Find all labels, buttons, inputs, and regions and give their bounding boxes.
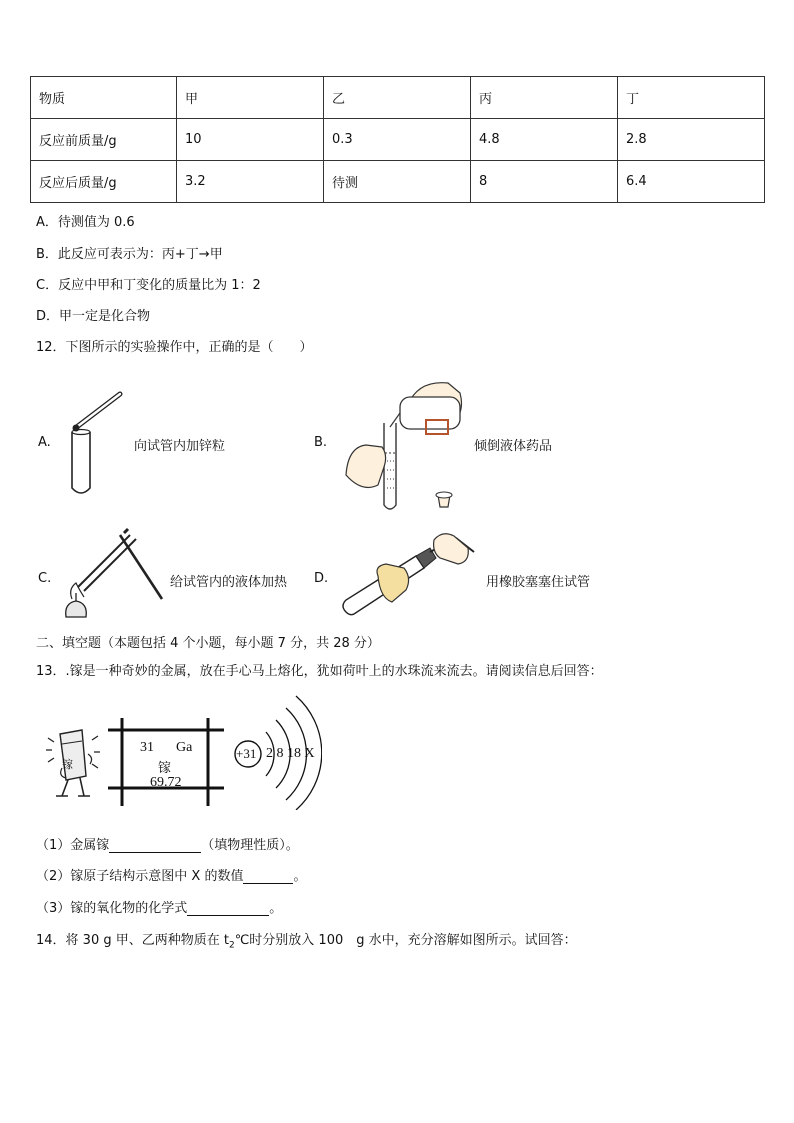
q11-option-b: B．此反应可表示为：丙+丁→甲	[36, 247, 223, 262]
answer-blank[interactable]	[187, 901, 269, 916]
option-c-letter: C.	[38, 571, 52, 586]
table-cell: 2.8	[618, 119, 765, 161]
table-cell: 0.3	[324, 119, 471, 161]
q13-sub-3	[36, 897, 282, 916]
atomic-mass: 69.72	[150, 775, 182, 790]
option-a-letter: A.	[38, 435, 51, 450]
q13-sub-3-text: （3）镓的氧化物的化学式	[36, 901, 188, 916]
rubber-stopper-illustration	[338, 530, 483, 625]
answer-blank[interactable]	[243, 869, 293, 884]
figure-label: 镓	[62, 758, 73, 771]
element-symbol: Ga	[176, 740, 193, 755]
table-cell: 4.8	[471, 119, 618, 161]
section-heading: 二、填空题（本题包括 4 个小题，每小题 7 分，共 28 分）	[36, 636, 380, 651]
option-c-caption: 给试管内的液体加热	[170, 575, 288, 590]
melting-gallium-illustration	[42, 724, 104, 802]
q14-text-end: ℃时分别放入 100 g 水中，充分溶解如图所示。试回答：	[234, 933, 577, 948]
q11-option-c: C．反应中甲和丁变化的质量比为 1：2	[36, 278, 261, 293]
option-b-letter: B.	[314, 435, 328, 450]
option-a-caption: 向试管内加锌粒	[134, 439, 226, 454]
table-row	[31, 161, 765, 203]
table-cell: 待测	[324, 161, 471, 203]
q12-stem: 12．下图所示的实验操作中，正确的是（ ）	[36, 340, 313, 355]
table-row	[31, 119, 765, 161]
table-cell: 10	[177, 119, 324, 161]
table-cell: 丙	[471, 77, 618, 119]
q13-sub-2-text: （2）镓原子结构示意图中 X 的数值	[36, 869, 244, 884]
test-tube-zinc-illustration	[62, 388, 132, 500]
option-d-caption: 用橡胶塞塞住试管	[486, 575, 591, 590]
q13-sub-2-end: 。	[293, 869, 307, 884]
option-b-caption: 倾倒液体药品	[474, 439, 553, 454]
table-cell: 反应后质量/g	[31, 161, 177, 203]
heating-test-tube-illustration	[58, 527, 168, 619]
q14-stem	[36, 929, 577, 951]
mass-table	[30, 76, 765, 203]
q13-sub-3-end: 。	[269, 901, 283, 916]
nucleus-charge: +31	[236, 746, 257, 761]
q13-sub-1	[36, 834, 299, 853]
table-cell: 反应前质量/g	[31, 119, 177, 161]
element-name: 镓	[158, 761, 172, 776]
q13-stem: 13．.镓是一种奇妙的金属，放在手心马上熔化，犹如荷叶上的水珠流来流去。请阅读信息后回答：	[36, 664, 603, 679]
table-cell: 3.2	[177, 161, 324, 203]
table-cell: 物质	[31, 77, 177, 119]
q11-option-d: D．甲一定是化合物	[36, 309, 151, 324]
pouring-liquid-illustration	[338, 375, 473, 515]
table-cell: 甲	[177, 77, 324, 119]
electron-shells: 2 8 18 X	[266, 746, 315, 761]
q13-sub-1-hint: （填物理性质）。	[201, 838, 299, 853]
table-header-row	[31, 77, 765, 119]
table-cell: 8	[471, 161, 618, 203]
table-cell: 乙	[324, 77, 471, 119]
q13-sub-2	[36, 865, 306, 884]
atomic-number: 31	[140, 740, 154, 755]
table-cell: 丁	[618, 77, 765, 119]
q14-text: 14．将 30 g 甲、乙两种物质在 t	[36, 933, 229, 948]
table-cell: 6.4	[618, 161, 765, 203]
option-d-letter: D.	[314, 571, 329, 586]
q14-subscript: 2	[228, 940, 235, 951]
answer-blank[interactable]	[109, 838, 201, 853]
q11-option-a: A．待测值为 0.6	[36, 215, 135, 230]
q13-sub-1-text: （1）金属镓	[36, 838, 110, 853]
